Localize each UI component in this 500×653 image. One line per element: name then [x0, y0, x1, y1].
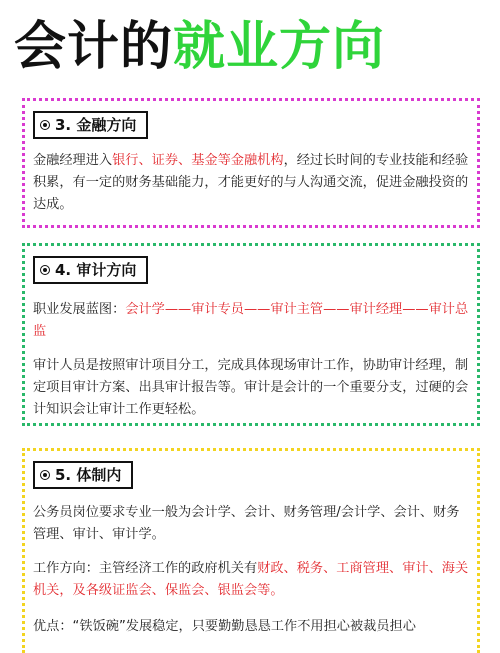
section-government-card [22, 448, 480, 653]
finance-text-highlight: 银行、证券、基金等金融机构 [112, 153, 284, 168]
section-audit-tag-label: 4. 审计方向 [55, 261, 137, 279]
section-government-requirements: 公务员岗位要求专业一般为会计学、会计、财务管理/会计学、会计、财务管理、审计、审计学。 [33, 505, 460, 542]
section-finance-text [33, 150, 471, 216]
section-audit-career-path [33, 299, 471, 343]
gov-direction-label: 工作方向：主管经济工作的政府机关有 [33, 561, 258, 576]
section-finance-tag [33, 111, 148, 139]
section-finance-card [22, 98, 480, 228]
section-government-work-direction [33, 558, 471, 602]
section-government-tag-label: 5. 体制内 [55, 466, 122, 484]
gov-direction-highlight: 财政、税务、工商管理、审计、海关机关，及各级证监会、保监会、银监会等。 [33, 561, 469, 598]
section-audit-card [22, 243, 480, 426]
title-part1: 会计的 [14, 17, 174, 77]
section-audit-tag [33, 256, 148, 284]
section-audit-description: 审计人员是按照审计项目分工，完成具体现场审计工作，协助审计经理，制定项目审计方案、出具审计报告等。审计是会计的一个重要分支，过硬的会计知识会让审计工作更轻松。 [33, 358, 469, 417]
bullet-icon [40, 265, 50, 275]
section-government-tag [33, 461, 133, 489]
page-title [14, 14, 385, 80]
audit-path-label: 职业发展蓝图： [33, 302, 126, 317]
finance-text-post: ，经过长时间的专业技能和经验积累，有一定的财务基础能力，才能更好的与人沟通交流，促进金融投资的达成。 [33, 153, 469, 212]
bullet-icon [40, 470, 50, 480]
bullet-icon [40, 120, 50, 130]
audit-path-highlight: 会计学——审计专员——审计主管——审计经理——审计总监 [33, 302, 469, 339]
title-part2: 就业方向 [173, 17, 386, 77]
finance-text-pre: 金融经理进入 [33, 153, 113, 168]
section-government-advantages: 优点：“铁饭碗”发展稳定，只要勤勤恳恳工作不用担心被裁员担心 [33, 619, 416, 634]
section-finance-tag-label: 3. 金融方向 [55, 116, 137, 134]
